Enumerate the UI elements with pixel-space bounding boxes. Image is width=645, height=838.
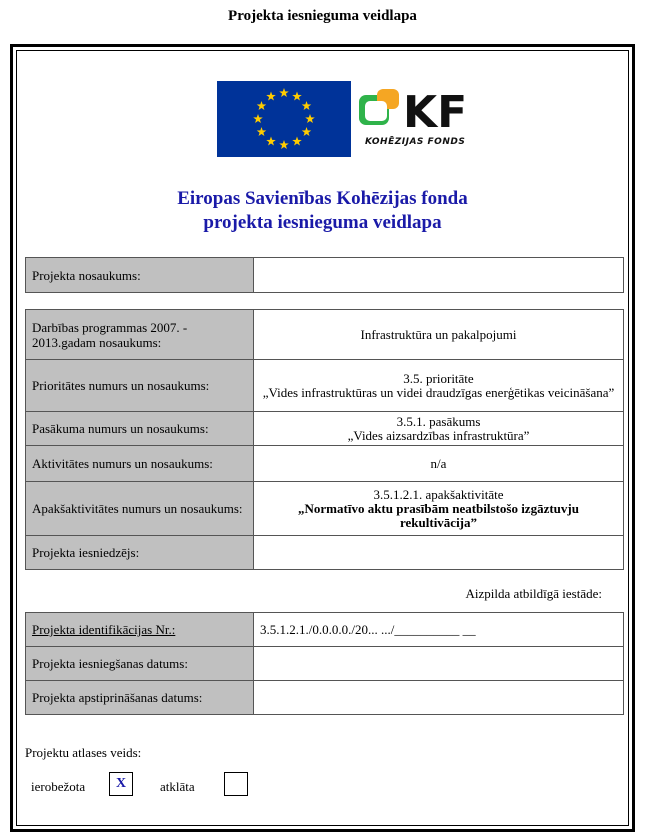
table-row [26, 446, 624, 482]
subactivity-label: Apakšaktivitātes numurs un nosaukums: [26, 482, 254, 536]
table-row [26, 647, 624, 681]
applicant-value[interactable] [254, 536, 624, 570]
project-name-label: Projekta nosaukums: [26, 258, 254, 293]
project-name-table [25, 257, 624, 293]
approval-date-label: Projekta apstiprināšanas datums: [26, 681, 254, 715]
program-value[interactable] [254, 310, 624, 360]
measure-value[interactable] [254, 412, 624, 446]
subactivity-name: „Normatīvo aktu prasībām neatbilstošo izgāztuvju rekultivācija” [298, 500, 579, 530]
measure-number: 3.5.1. pasākums [396, 413, 481, 429]
subactivity-value[interactable] [254, 482, 624, 536]
project-id-label-text: Projekta identifikācijas Nr.: [32, 622, 176, 637]
priority-label: Prioritātes numurs un nosaukums: [26, 360, 254, 412]
activity-value-text: n/a [430, 455, 447, 471]
table-row [26, 482, 624, 536]
program-info-table [25, 309, 624, 570]
measure-label: Pasākuma numurs un nosaukums: [26, 412, 254, 446]
page-title: Projekta iesnieguma veidlapa [228, 8, 417, 24]
form-frame [10, 44, 635, 832]
project-name-value[interactable] [254, 258, 624, 293]
form-heading-line2: projekta iesnieguma veidlapa [203, 212, 442, 233]
priority-name: „Vides infrastruktūras un videi draudzīgas enerģētikas veicināšana” [262, 384, 615, 400]
kf-emblem-icon [355, 81, 495, 137]
program-value-line: Infrastruktūra un pakalpojumi [360, 326, 517, 342]
option-open-label: atklāta [160, 779, 195, 794]
table-row [26, 536, 624, 570]
priority-value[interactable] [254, 360, 624, 412]
table-row [26, 613, 624, 647]
table-row [26, 412, 624, 446]
subactivity-number: 3.5.1.2.1. apakšaktivitāte [373, 486, 504, 502]
project-id-label [26, 613, 254, 647]
admin-table [25, 612, 624, 715]
eu-flag-logo [217, 81, 351, 157]
form-heading [17, 187, 628, 235]
activity-label: Aktivitātes numurs un nosaukums: [26, 446, 254, 482]
priority-number: 3.5. prioritāte [403, 370, 474, 386]
submission-date-value[interactable] [254, 647, 624, 681]
kf-caption: KOHĒZIJAS FONDS [365, 137, 466, 147]
applicant-label: Projekta iesniedzējs: [26, 536, 254, 570]
project-name-row [26, 258, 624, 293]
measure-name: „Vides aizsardzības infrastruktūra” [347, 427, 530, 443]
option-limited-label: ierobežota [31, 779, 86, 794]
approval-date-value[interactable] [254, 681, 624, 715]
table-row [26, 310, 624, 360]
kf-logo-text: KF [403, 87, 468, 137]
activity-value[interactable] [254, 446, 624, 482]
table-row [26, 360, 624, 412]
kohezijas-fonds-logo [355, 81, 495, 157]
option-limited-checkbox[interactable]: X [109, 772, 133, 796]
submission-date-label: Projekta iesniegšanas datums: [26, 647, 254, 681]
form-heading-line1: Eiropas Savienības Kohēzijas fonda [177, 188, 468, 209]
option-open-checkbox[interactable] [224, 772, 248, 796]
selection-type-label: Projektu atlases veids: [25, 745, 142, 760]
project-id-value[interactable]: 3.5.1.2.1./0.0.0.0./20... .../__________ __ [254, 613, 624, 647]
form-frame-inner [16, 50, 629, 826]
table-row [26, 681, 624, 715]
program-label: Darbības programmas 2007. - 2013.gadam nosaukums: [26, 310, 254, 360]
responsible-authority-note: Aizpilda atbildīgā iestāde: [465, 586, 602, 601]
